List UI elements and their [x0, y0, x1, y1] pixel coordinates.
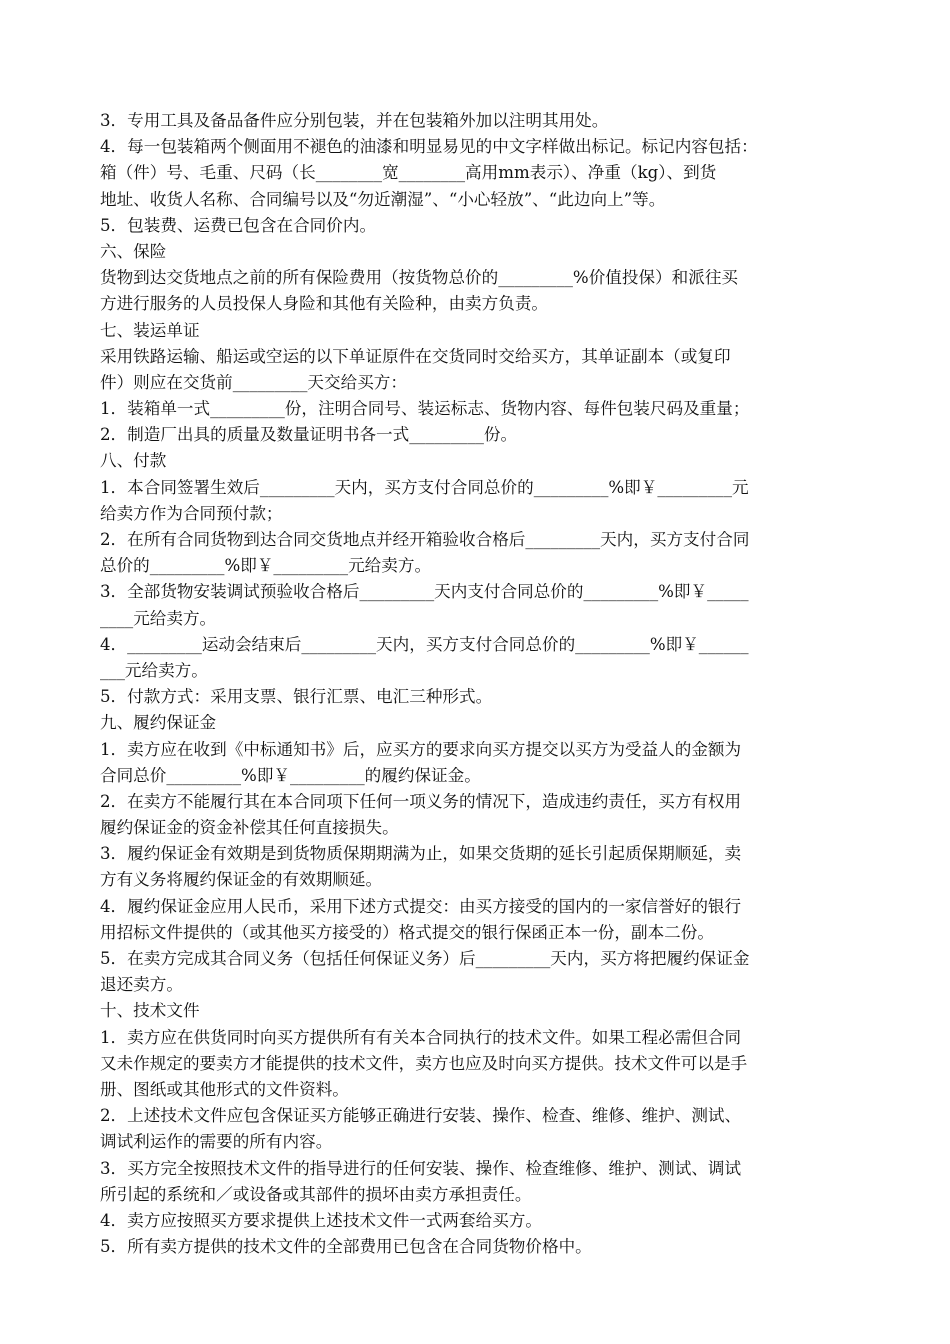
text-line: 2．上述技术文件应包含保证买方能够正确进行安装、操作、检查、维修、维护、测试、	[100, 1106, 742, 1126]
section-heading-payment: 八、付款	[100, 451, 167, 471]
text-line: 4．卖方应按照买方要求提供上述技术文件一式两套给买方。	[100, 1210, 542, 1230]
text-line: 5．在卖方完成其合同义务（包括任何保证义务）后_________天内，买方将把履约保证金	[100, 949, 750, 968]
text-line: 1．装箱单一式_________份，注明合同号、装运标志、货物内容、每件包装尺码及重量；	[100, 399, 750, 419]
text-line: 件）则应在交货前_________天交给买方：	[100, 372, 407, 392]
section-heading-shipping-documents: 七、装运单证	[100, 320, 200, 340]
text-line: 册、图纸或其他形式的文件资料。	[100, 1079, 349, 1099]
text-line: 4．履约保证金应用人民币，采用下述方式提交：由买方接受的国内的一家信誉好的银行	[100, 896, 742, 916]
text-line: 给卖方作为合同预付款；	[100, 503, 283, 523]
section-heading-technical-documents: 十、技术文件	[100, 1001, 200, 1021]
text-line: 调试利运作的需要的所有内容。	[100, 1132, 333, 1152]
text-line: 退还卖方。	[100, 975, 183, 995]
text-line: 5．付款方式：采用支票、银行汇票、电汇三种形式。	[100, 687, 493, 707]
text-line: 4．_________运动会结束后_________天内，买方支付合同总价的_________%即￥______	[100, 634, 749, 654]
text-line: 3．专用工具及备品备件应分别包装，并在包装箱外加以注明其用处。	[100, 111, 609, 130]
text-line: 货物到达交货地点之前的所有保险费用（按货物总价的_________%价值投保）和派往买	[100, 268, 739, 288]
text-line: 2．制造厂出具的质量及数量证明书各一式_________份。	[100, 425, 518, 445]
text-line: 履约保证金的资金补偿其任何直接损失。	[100, 818, 399, 838]
text-line: 2．在所有合同货物到达合同交货地点并经开箱验收合格后_________天内，买方支付合同	[100, 530, 750, 549]
text-line: 方进行服务的人员投保人身险和其他有关险种，由卖方负责。	[100, 294, 549, 314]
text-line: 1．卖方应在收到《中标通知书》后，应买方的要求向买方提交以买方为受益人的金额为	[100, 739, 742, 759]
text-line: 3．履约保证金有效期是到货物质保期期满为止，如果交货期的延长引起质保期顺延，卖	[100, 844, 742, 864]
text-line: 5．所有卖方提供的技术文件的全部费用已包含在合同货物价格中。	[100, 1237, 592, 1257]
text-line: 2．在卖方不能履行其在本合同项下任何一项义务的情况下，造成违约责任，买方有权用	[100, 791, 742, 811]
text-line: 地址、收货人名称、合同编号以及“勿近潮湿”、“小心轻放”、“此边向上”等。	[100, 189, 666, 209]
text-line: 3．买方完全按照技术文件的指导进行的任何安装、操作、检查维修、维护、测试、调试	[100, 1158, 742, 1178]
text-line: 方有义务将履约保证金的有效期顺延。	[100, 870, 383, 890]
text-line: 箱（件）号、毛重、尺码（长________宽________高用mm表示）、净重（kg）、到货	[100, 163, 717, 183]
document-page	[100, 108, 850, 1260]
text-line: 总价的_________%即￥_________元给卖方。	[100, 556, 432, 576]
text-line: ____元给卖方。	[100, 608, 217, 628]
section-heading-performance-bond: 九、履约保证金	[100, 713, 217, 733]
section-heading-insurance: 六、保险	[100, 241, 167, 261]
text-line: 4．每一包装箱两个侧面用不褪色的油漆和明显易见的中文字样做出标记。标记内容包括：	[100, 137, 758, 157]
text-line: 3．全部货物安装调试预验收合格后_________天内支付合同总价的_________%即￥_____	[100, 582, 749, 602]
text-line: 5．包装费、运费已包含在合同价内。	[100, 215, 377, 235]
text-line: 所引起的系统和／或设备或其部件的损坏由卖方承担责任。	[100, 1184, 532, 1204]
text-line: 用招标文件提供的（或其他买方接受的）格式提交的银行保函正本一份，副本二份。	[100, 922, 714, 942]
text-line: 又未作规定的要卖方才能提供的技术文件，卖方也应及时向买方提供。技术文件可以是手	[100, 1053, 748, 1073]
text-line: ___元给卖方。	[100, 660, 208, 680]
text-line: 1．卖方应在供货同时向买方提供所有有关本合同执行的技术文件。如果工程必需但合同	[100, 1027, 742, 1047]
text-line: 采用铁路运输、船运或空运的以下单证原件在交货同时交给买方，其单证副本（或复印	[100, 346, 731, 366]
text-line: 1．本合同签署生效后_________天内，买方支付合同总价的_________%即￥_________元	[100, 477, 749, 497]
text-line: 合同总价_________%即￥_________的履约保证金。	[100, 765, 481, 785]
